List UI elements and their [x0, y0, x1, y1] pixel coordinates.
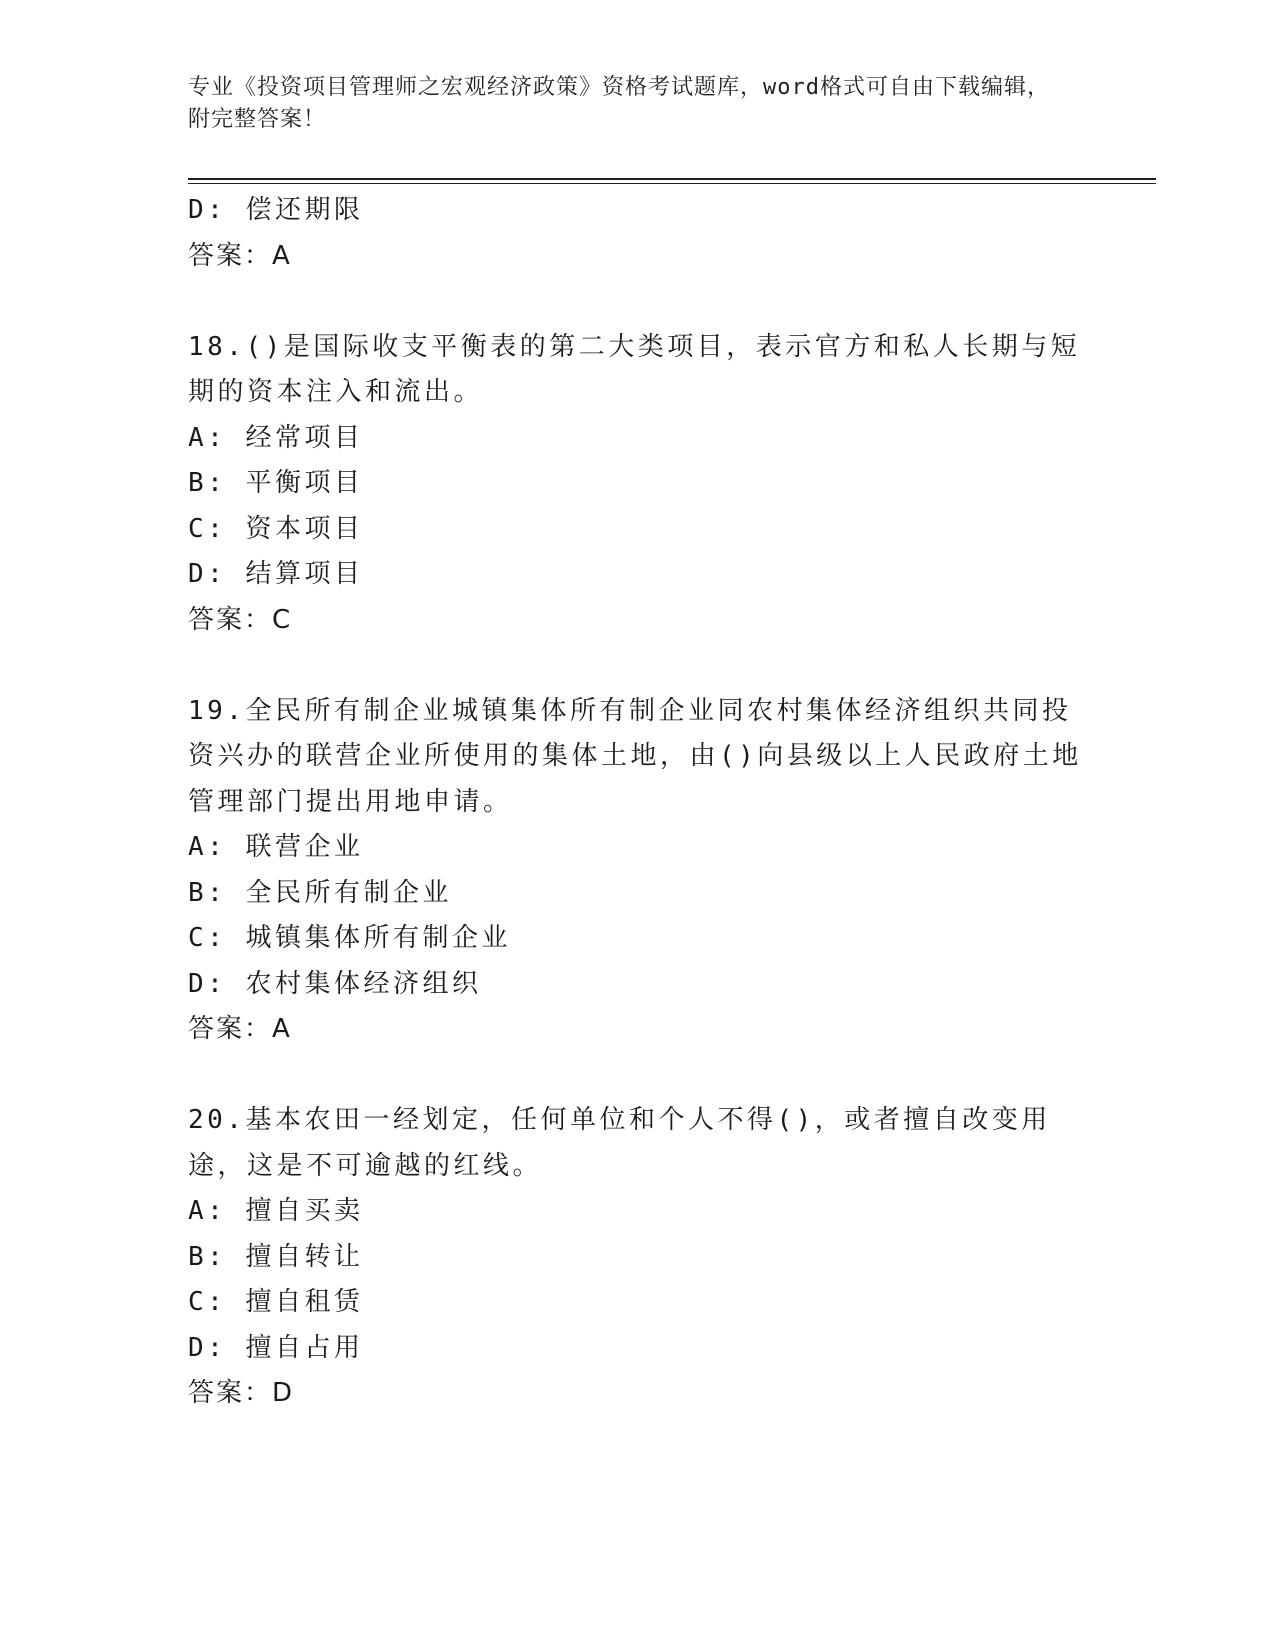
answer-line: 答案：A [188, 1014, 292, 1044]
option-b: B: 擅自转让 [188, 1241, 364, 1272]
option-c: C: 擅自租赁 [188, 1287, 364, 1317]
spacer [188, 643, 1088, 689]
option-b: B: 全民所有制企业 [188, 877, 452, 908]
question-text: 18.()是国际收支平衡表的第二大类项目，表示官方和私人长期与短期的资本注入和流出。 [188, 331, 1081, 407]
option-a: A: 联营企业 [188, 832, 364, 862]
question-text: 19.全民所有制企业城镇集体所有制企业同农村集体经济组织共同投资兴办的联营企业所使用的集体土地，由()向县级以上人民政府土地管理部门提出用地申请。 [188, 695, 1082, 817]
answer-line: 答案：A [188, 240, 292, 271]
answer-line: 答案：C [188, 604, 293, 635]
header-rule [188, 178, 1156, 180]
option-c: C: 资本项目 [188, 513, 364, 544]
document-header: 专业《投资项目管理师之宏观经济政策》资格考试题库，word格式可自由下载编辑，附完整答案！ [188, 75, 1050, 132]
answer-line: 答案：D [188, 1378, 295, 1408]
option-d: D: 结算项目 [188, 559, 364, 589]
option-c: C: 城镇集体所有制企业 [188, 923, 511, 953]
question-text: 20.基本农田一经划定，任何单位和个人不得()，或者擅自改变用途，这是不可逾越的红线。 [188, 1105, 1051, 1181]
option-d: D: 偿还期限 [188, 195, 364, 225]
question-list [188, 188, 1088, 1417]
option-b: B: 平衡项目 [188, 468, 364, 498]
spacer [188, 279, 1088, 325]
option-a: A: 擅自买卖 [188, 1196, 364, 1226]
header-rule-thin [188, 183, 1156, 184]
option-d: D: 农村集体经济组织 [188, 968, 482, 999]
option-a: A: 经常项目 [188, 422, 364, 453]
spacer [188, 1053, 1088, 1099]
option-d: D: 擅自占用 [188, 1332, 364, 1363]
